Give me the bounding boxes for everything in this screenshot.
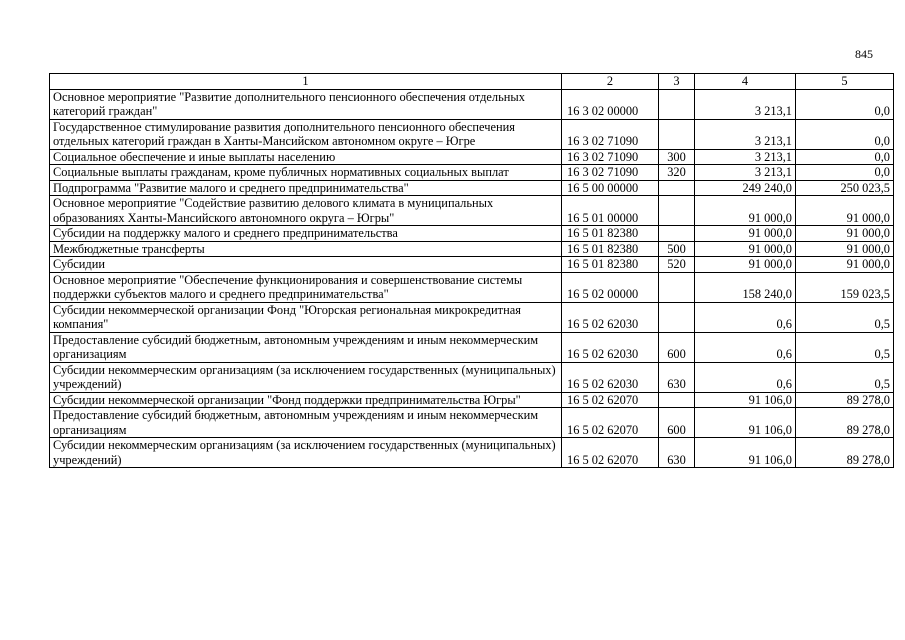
row-kind-cell [659,226,695,242]
row-kind-cell [659,272,695,302]
row-name-cell: Социальные выплаты гражданам, кроме публичных нормативных социальных выплат [50,165,562,181]
row-name-cell: Подпрограмма "Развитие малого и среднего предпринимательства" [50,180,562,196]
row-code-cell: 16 5 01 82380 [562,226,659,242]
row-value-col5: 91 000,0 [796,257,894,273]
row-code-cell: 16 3 02 71090 [562,119,659,149]
row-value-col5: 91 000,0 [796,241,894,257]
table-header [50,74,894,90]
row-name-cell: Субсидии некоммерческим организациям (за исключением государственных (муниципальных) учреждений) [50,438,562,468]
row-value-col4: 0,6 [695,362,796,392]
row-name-cell: Основное мероприятие "Обеспечение функционирования и совершенствование системы поддержки субъектов малого и среднего предпринимательства" [50,272,562,302]
header-col-2: 2 [562,74,659,90]
table-row [50,392,894,408]
row-name-cell: Субсидии некоммерческой организации "Фонд поддержки предпринимательства Югры" [50,392,562,408]
row-value-col4: 91 106,0 [695,392,796,408]
row-code-cell: 16 5 01 82380 [562,241,659,257]
row-kind-cell [659,89,695,119]
row-value-col5: 91 000,0 [796,196,894,226]
table-row [50,165,894,181]
row-code-cell: 16 5 02 62070 [562,408,659,438]
row-value-col4: 91 106,0 [695,408,796,438]
row-value-col4: 91 000,0 [695,257,796,273]
row-code-cell: 16 3 02 71090 [562,149,659,165]
row-code-cell: 16 3 02 71090 [562,165,659,181]
row-code-cell: 16 5 02 62070 [562,392,659,408]
row-kind-cell: 630 [659,438,695,468]
row-code-cell: 16 5 02 62030 [562,332,659,362]
row-name-cell: Предоставление субсидий бюджетным, автономным учреждениям и иным некоммерческим организациям [50,408,562,438]
table-row [50,241,894,257]
header-col-3: 3 [659,74,695,90]
row-name-cell: Предоставление субсидий бюджетным, автономным учреждениям и иным некоммерческим организациям [50,332,562,362]
row-name-cell: Основное мероприятие "Содействие развитию делового климата в муниципальных образованиях Ханты-Мансийского автономного округа – Югры" [50,196,562,226]
header-col-4: 4 [695,74,796,90]
row-kind-cell: 600 [659,408,695,438]
row-kind-cell: 630 [659,362,695,392]
row-name-cell: Социальное обеспечение и иные выплаты населению [50,149,562,165]
row-value-col5: 250 023,5 [796,180,894,196]
table-row [50,257,894,273]
row-value-col5: 0,5 [796,362,894,392]
row-value-col4: 158 240,0 [695,272,796,302]
row-kind-cell [659,392,695,408]
header-col-5: 5 [796,74,894,90]
row-code-cell: 16 5 01 82380 [562,257,659,273]
row-value-col4: 91 000,0 [695,196,796,226]
table-row [50,302,894,332]
row-kind-cell: 500 [659,241,695,257]
row-kind-cell: 520 [659,257,695,273]
row-name-cell: Субсидии некоммерческой организации Фонд "Югорская региональная микрокредитная компания" [50,302,562,332]
table-row [50,362,894,392]
row-value-col5: 0,5 [796,332,894,362]
header-col-1: 1 [50,74,562,90]
row-value-col5: 0,0 [796,149,894,165]
row-code-cell: 16 5 00 00000 [562,180,659,196]
row-name-cell: Субсидии [50,257,562,273]
row-value-col5: 159 023,5 [796,272,894,302]
row-name-cell: Субсидии некоммерческим организациям (за исключением государственных (муниципальных) учреждений) [50,362,562,392]
table-row [50,196,894,226]
row-value-col4: 0,6 [695,302,796,332]
row-code-cell: 16 5 02 62030 [562,302,659,332]
row-name-cell: Основное мероприятие "Развитие дополнительного пенсионного обеспечения отдельных категорий граждан" [50,89,562,119]
row-value-col5: 89 278,0 [796,408,894,438]
row-value-col4: 3 213,1 [695,149,796,165]
row-code-cell: 16 5 02 00000 [562,272,659,302]
row-value-col5: 0,5 [796,302,894,332]
row-value-col4: 249 240,0 [695,180,796,196]
row-kind-cell: 600 [659,332,695,362]
table-body [50,89,894,468]
row-value-col4: 3 213,1 [695,119,796,149]
table-row [50,149,894,165]
row-value-col5: 0,0 [796,165,894,181]
row-value-col4: 91 000,0 [695,226,796,242]
table-row [50,438,894,468]
row-value-col4: 91 000,0 [695,241,796,257]
row-value-col4: 3 213,1 [695,89,796,119]
header-row [50,74,894,90]
table-row [50,272,894,302]
row-value-col5: 89 278,0 [796,438,894,468]
table-row [50,180,894,196]
row-value-col5: 89 278,0 [796,392,894,408]
row-code-cell: 16 5 02 62070 [562,438,659,468]
page-number: 845 [855,47,873,61]
row-code-cell: 16 3 02 00000 [562,89,659,119]
row-name-cell: Межбюджетные трансферты [50,241,562,257]
row-kind-cell [659,302,695,332]
row-value-col5: 0,0 [796,89,894,119]
table-row [50,89,894,119]
row-value-col4: 91 106,0 [695,438,796,468]
row-value-col5: 0,0 [796,119,894,149]
row-kind-cell: 320 [659,165,695,181]
row-kind-cell: 300 [659,149,695,165]
table-row [50,332,894,362]
row-name-cell: Субсидии на поддержку малого и среднего предпринимательства [50,226,562,242]
table-row [50,119,894,149]
row-value-col4: 3 213,1 [695,165,796,181]
row-code-cell: 16 5 01 00000 [562,196,659,226]
table-row [50,408,894,438]
row-name-cell: Государственное стимулирование развития дополнительного пенсионного обеспечения отдельных категорий граждан в Ханты-Мансийском автономном округе – Югре [50,119,562,149]
row-value-col4: 0,6 [695,332,796,362]
row-value-col5: 91 000,0 [796,226,894,242]
row-kind-cell [659,119,695,149]
row-kind-cell [659,196,695,226]
budget-table [49,73,894,468]
row-kind-cell [659,180,695,196]
table-row [50,226,894,242]
row-code-cell: 16 5 02 62030 [562,362,659,392]
